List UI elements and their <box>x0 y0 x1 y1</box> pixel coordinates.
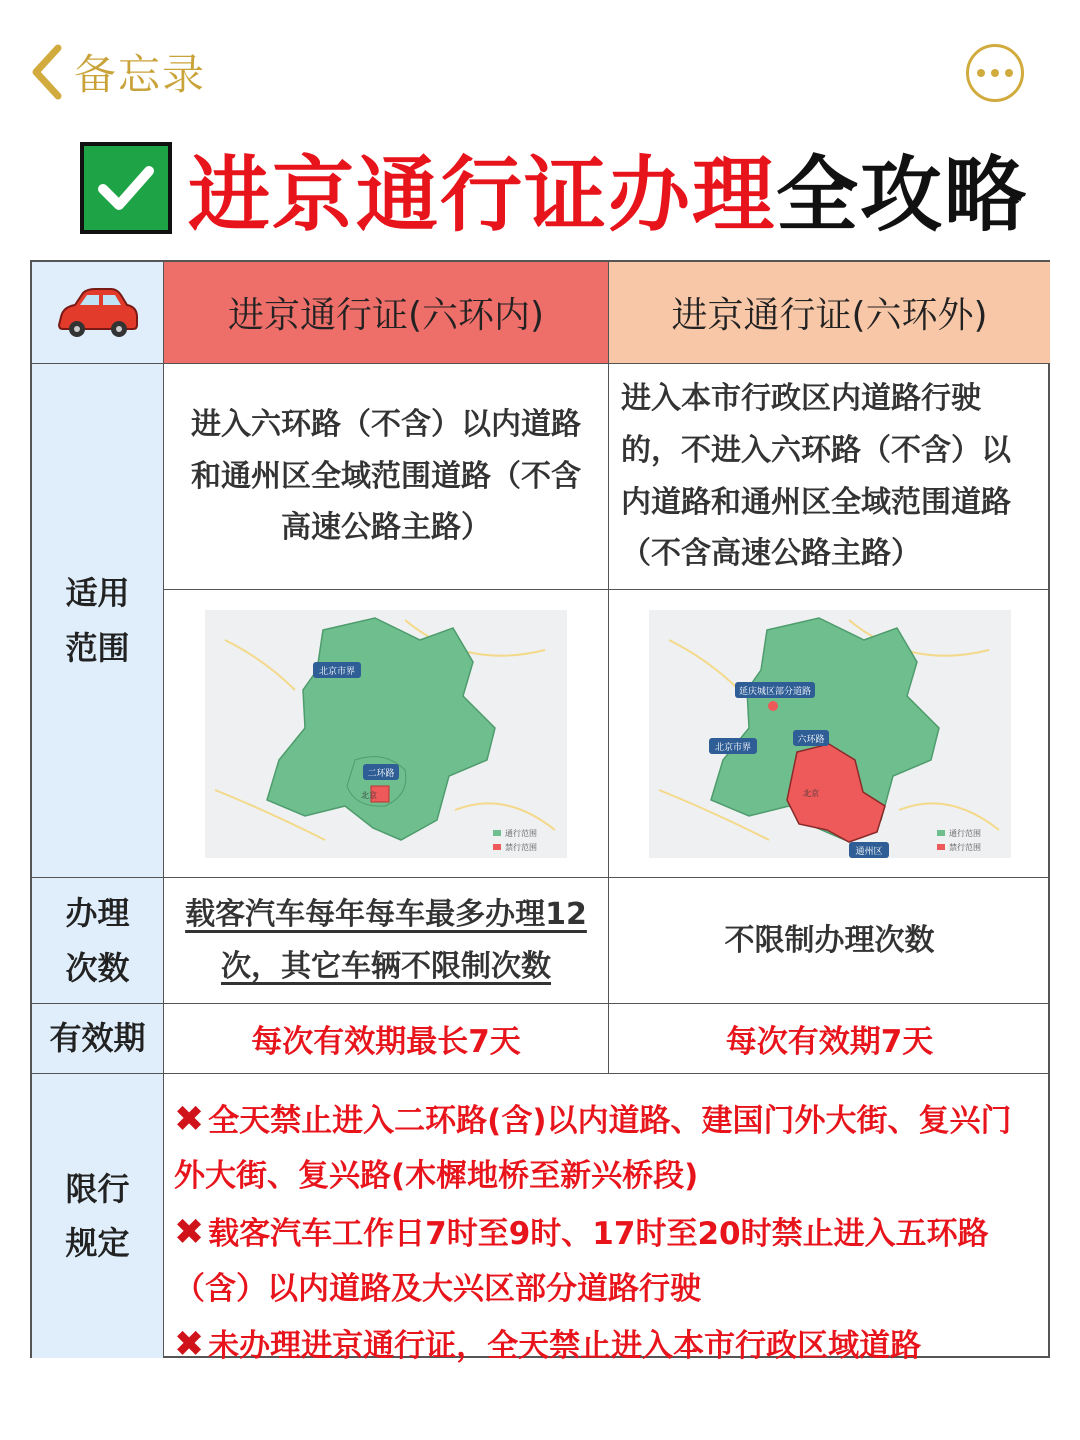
header-six-ring-inside: 进京通行证(六环内) <box>164 262 609 364</box>
header-six-ring-outside: 进京通行证(六环外) <box>609 262 1050 364</box>
validity-outside-text: 每次有效期7天 <box>609 1004 1050 1074</box>
more-options-dot <box>1005 69 1013 77</box>
map2-label-boundary: 北京市界 <box>714 742 751 753</box>
list-item <box>174 1203 1040 1316</box>
page-title <box>80 138 1029 243</box>
map1-legend-forbidden: 禁行范围 <box>505 842 537 852</box>
map1-label-second-ring: 二环路 <box>367 768 395 779</box>
validity-inside-text: 每次有效期最长7天 <box>164 1004 609 1074</box>
map-outside-six-ring <box>649 610 1011 858</box>
map-cell-outside <box>609 590 1050 878</box>
restriction-text: 载客汽车工作日7时至9时、17时至20时禁止进入五环路（含）以内道路及大兴区部分道路行驶 <box>174 1215 989 1308</box>
row-label-restrictions: 限行 规定 <box>32 1074 164 1358</box>
restrictions-list <box>164 1074 1050 1366</box>
map1-label-boundary: 北京市界 <box>318 666 356 677</box>
more-options-dot <box>991 69 999 77</box>
back-button[interactable] <box>28 42 206 102</box>
scope-outside-text: 进入本市行政区内道路行驶的，不进入六环路（不含）以内道路和通州区全域范围道路（不含高速公路主路） <box>609 364 1050 590</box>
chevron-left-icon <box>28 42 64 102</box>
title-red-part: 进京通行证办理 <box>188 147 777 243</box>
map2-legend-allowed: 通行范围 <box>948 828 981 838</box>
row-label-validity: 有效期 <box>32 1004 164 1074</box>
scope-inside-text: 进入六环路（不含）以内道路和通州区全域范围道路（不含高速公路主路） <box>164 364 609 590</box>
map-cell-inside <box>164 590 609 878</box>
map1-legend-allowed: 通行范围 <box>505 828 537 838</box>
cross-mark-icon: ✖ <box>174 1099 205 1140</box>
car-icon <box>55 287 141 339</box>
navigation-bar <box>0 0 1080 130</box>
map2-legend-forbidden: 禁行范围 <box>948 842 981 852</box>
check-mark-icon <box>80 142 172 234</box>
map1-label-beijing: 北京 <box>361 790 377 800</box>
restriction-text: 全天禁止进入二环路(含)以内道路、建国门外大街、复兴门外大街、复兴路(木樨地桥至新兴桥段) <box>174 1103 1012 1195</box>
title-black-part: 全攻略 <box>776 147 1029 243</box>
row-label-count: 办理 次数 <box>32 878 164 1004</box>
back-label: 备忘录 <box>74 50 207 99</box>
map2-label-six-ring: 六环路 <box>796 734 825 745</box>
more-options-button[interactable] <box>966 44 1024 102</box>
more-options-icon <box>977 69 985 77</box>
list-item <box>174 1090 1040 1203</box>
count-outside-text: 不限制办理次数 <box>609 878 1050 1004</box>
list-item <box>174 1315 1040 1375</box>
cross-mark-icon: ✖ <box>174 1324 205 1366</box>
header-icon-cell <box>32 262 164 364</box>
count-inside-text: 载客汽车每年每车最多办理12次，其它车辆不限制次数 <box>164 878 609 1004</box>
restriction-text: 未办理进京通行证，全天禁止进入本市行政区域道路 <box>208 1328 922 1365</box>
check-mark-glyph <box>91 153 161 223</box>
map2-label-beijing: 北京 <box>802 788 819 798</box>
cross-mark-icon: ✖ <box>174 1211 205 1253</box>
permit-comparison-table <box>30 260 1050 1366</box>
row-label-scope: 适用 范围 <box>32 364 164 878</box>
map-inside-six-ring <box>205 610 567 858</box>
map2-label-yanqing: 延庆城区部分道路 <box>738 686 811 697</box>
map2-label-tongzhou: 通州区 <box>854 846 883 857</box>
